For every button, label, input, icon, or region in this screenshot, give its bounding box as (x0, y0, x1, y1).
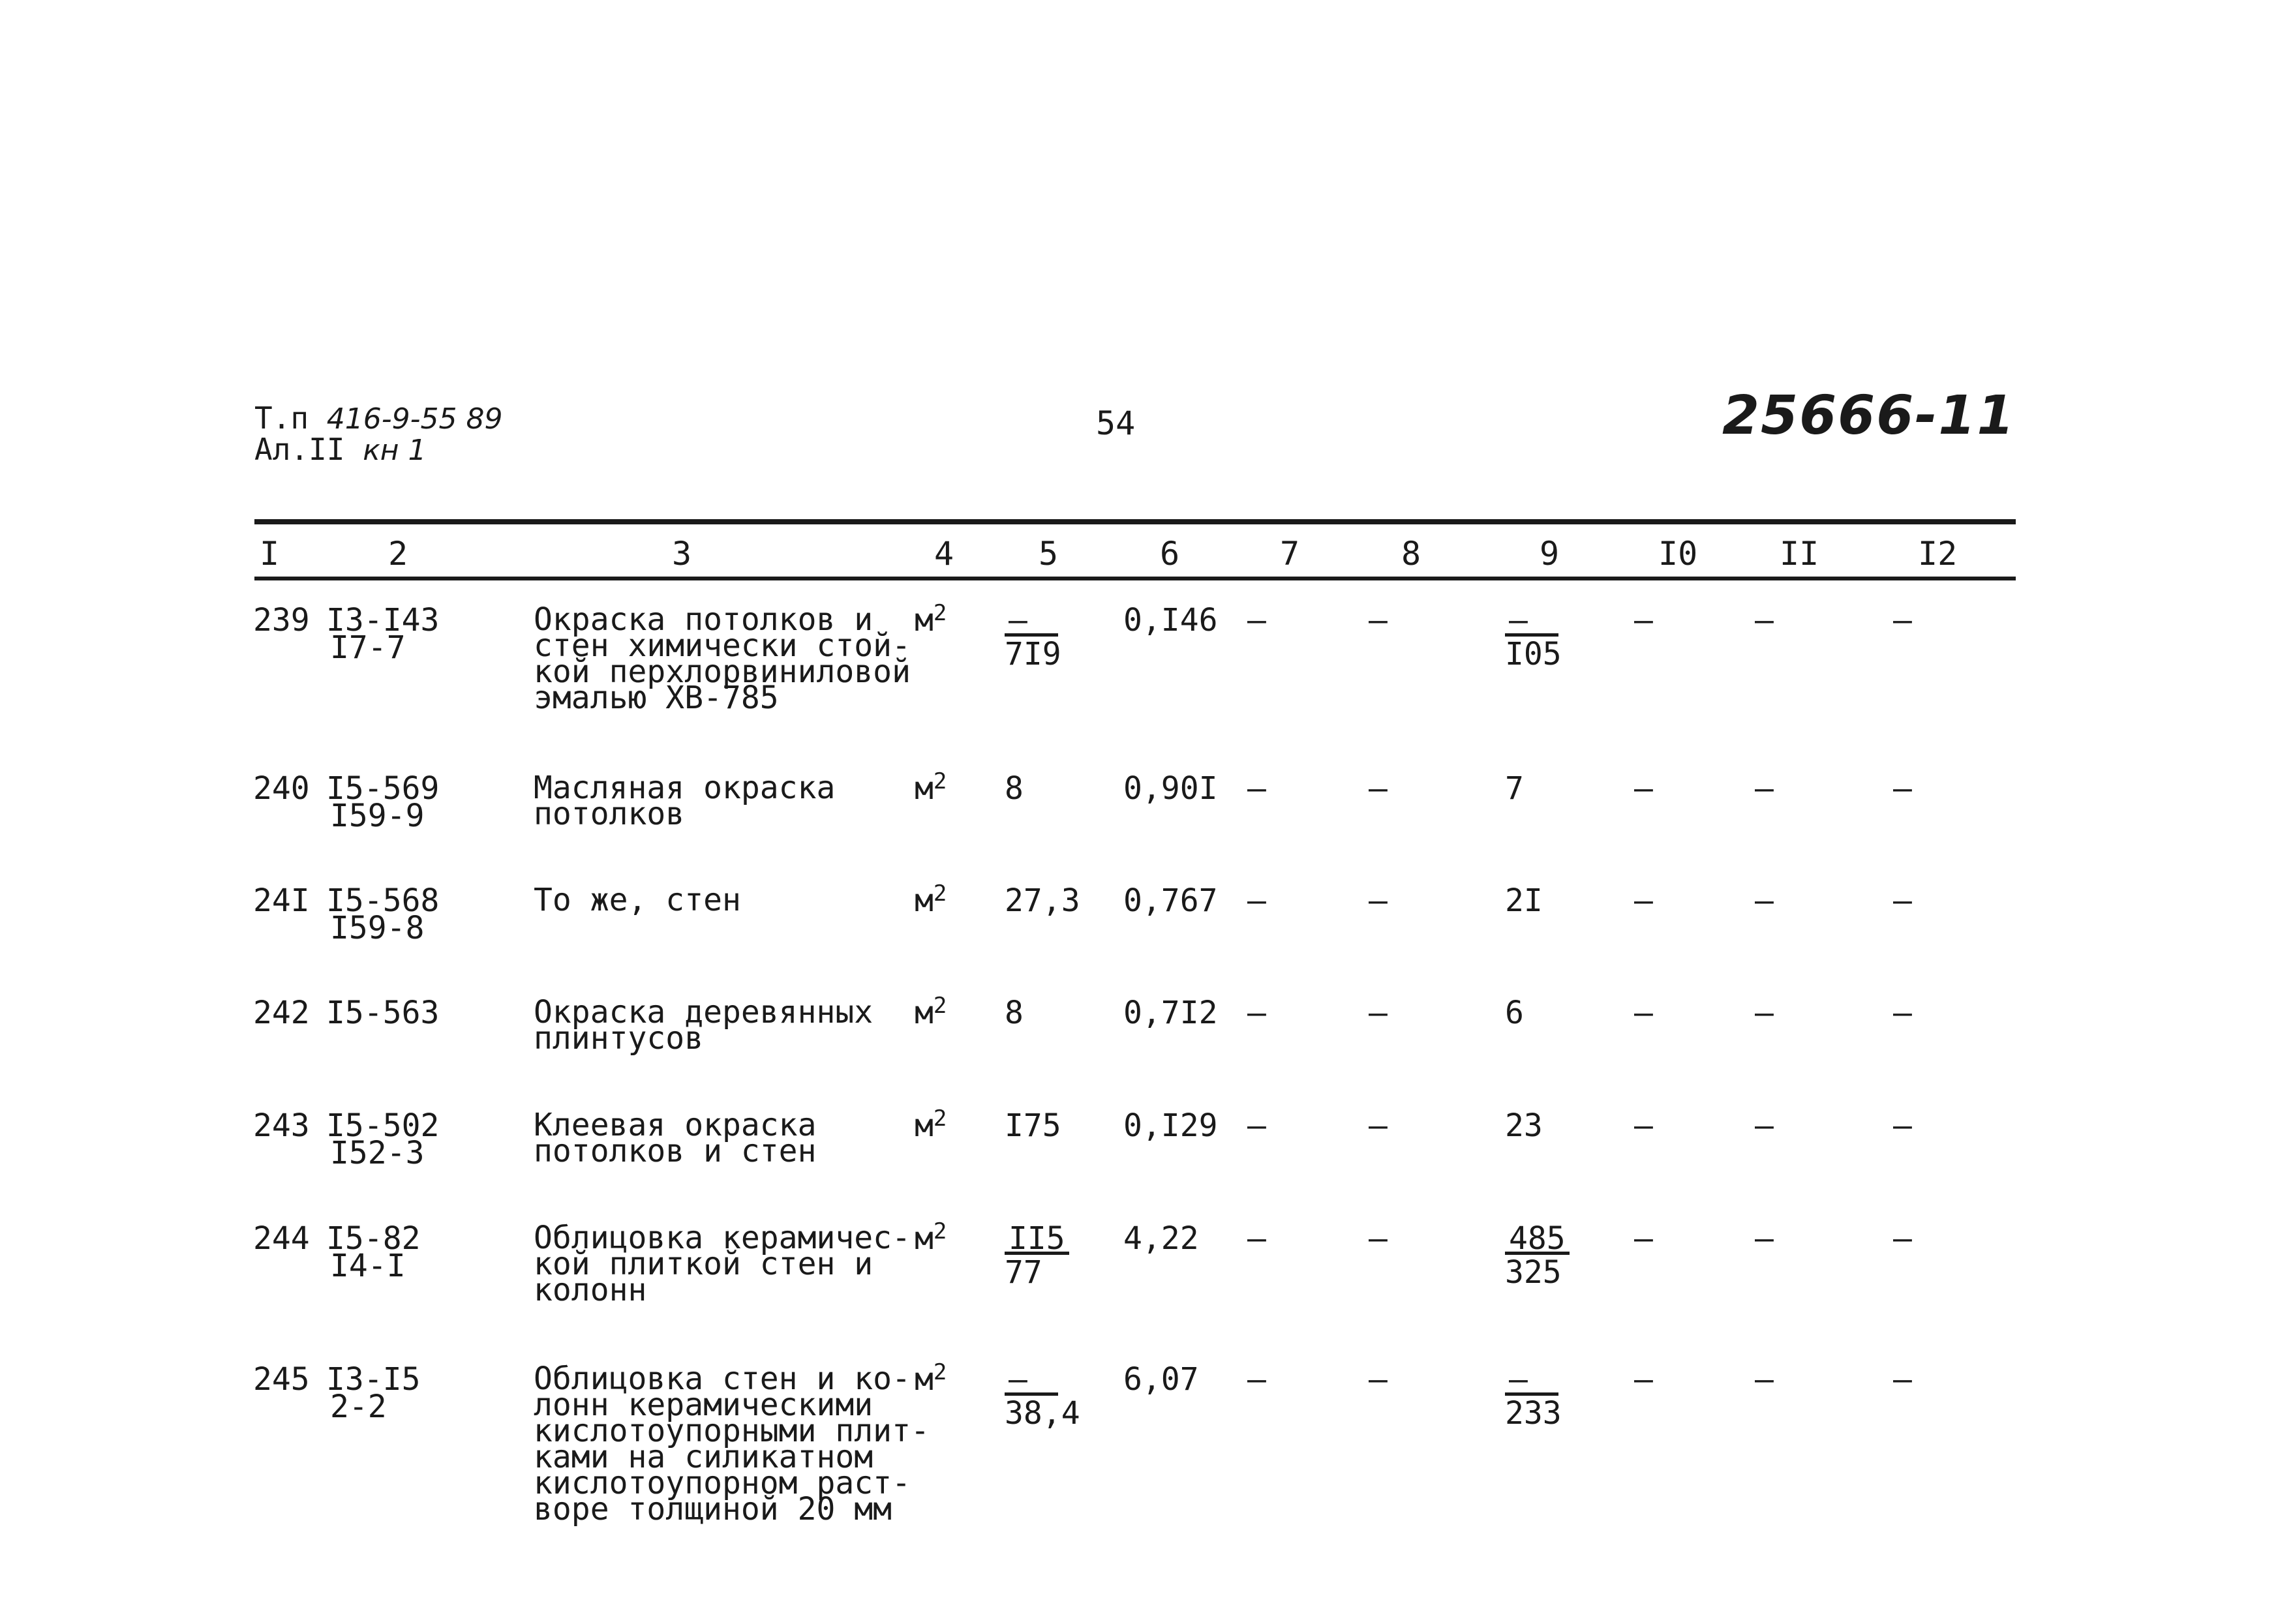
c9-numerator: – (1505, 607, 1558, 637)
c9-denominator: 233 (1505, 1395, 1562, 1432)
work-description-line: эмалью ХВ-785 (534, 680, 779, 716)
c12-cell: – (1893, 1361, 1912, 1398)
unit-base: м (915, 995, 934, 1031)
work-description-line: Окраска потолков и (534, 601, 873, 638)
unit-cell (915, 993, 947, 1031)
c5-fraction-cell (1005, 602, 1061, 672)
row-number: 239 (253, 602, 310, 639)
c12-cell: – (1893, 995, 1912, 1031)
work-description-line: колонн (534, 1272, 647, 1308)
c8-cell: – (1369, 882, 1388, 919)
unit-base: м (915, 770, 934, 807)
c5-numerator: II5 (1005, 1226, 1069, 1255)
c10-cell: – (1634, 1107, 1653, 1144)
work-description-line: плинтусов (534, 1020, 704, 1057)
norm-code (326, 602, 440, 666)
c6-cell: 0,I46 (1123, 602, 1218, 639)
c11-cell: – (1755, 770, 1774, 807)
c8-cell: – (1369, 1220, 1388, 1257)
c8-cell: – (1369, 770, 1388, 807)
column-header: I2 (1918, 535, 1958, 573)
unit-exponent: 2 (933, 993, 947, 1019)
reference-prefix: Т.п (254, 400, 309, 436)
work-description-line: То же, стен (534, 882, 741, 918)
page-number: 54 (1096, 404, 1136, 442)
table-top-rule (254, 519, 2016, 524)
c10-cell: – (1634, 1361, 1653, 1398)
column-header: 7 (1280, 535, 1300, 573)
c5-cell: 27,3 (1005, 882, 1080, 919)
row-number: 240 (253, 770, 310, 807)
c5-cell: I75 (1005, 1107, 1061, 1144)
work-description-line: Клеевая окраска (534, 1107, 817, 1143)
c12-cell: – (1893, 770, 1912, 807)
work-description (534, 882, 741, 918)
c11-cell: – (1755, 882, 1774, 919)
unit-exponent: 2 (933, 600, 947, 626)
work-description-line: ками на силикатном (534, 1439, 873, 1475)
work-description-line: Окраска деревянных (534, 994, 873, 1030)
c9-cell: 2I (1505, 882, 1543, 919)
unit-exponent: 2 (933, 1105, 947, 1132)
work-description-line: Облицовка керамичес- (534, 1220, 911, 1256)
document-reference (254, 400, 503, 467)
c7-cell: – (1247, 1361, 1266, 1398)
norm-code-line-2: 2-2 (330, 1389, 387, 1425)
c5-cell: 8 (1005, 995, 1024, 1031)
c5-denominator: 77 (1005, 1254, 1042, 1291)
work-description-line: Облицовка стен и ко- (534, 1361, 911, 1397)
norm-code-line-1: I5-502 (326, 1107, 440, 1144)
c5-numerator: – (1005, 1366, 1058, 1396)
column-header: 4 (934, 535, 954, 573)
norm-code-line-1: I5-563 (326, 995, 440, 1031)
column-header: 3 (672, 535, 692, 573)
c12-cell: – (1893, 1107, 1912, 1144)
c9-denominator: 325 (1505, 1254, 1562, 1291)
reference-line-2 (254, 434, 503, 466)
work-description (534, 1361, 930, 1527)
norm-code (326, 1220, 421, 1284)
column-header: I (260, 535, 280, 573)
column-header: 5 (1039, 535, 1059, 573)
unit-exponent: 2 (933, 1218, 947, 1244)
norm-code (326, 1107, 440, 1171)
row-number: 245 (253, 1361, 310, 1398)
work-description-line: Масляная окраска (534, 770, 836, 806)
c8-cell: – (1369, 1361, 1388, 1398)
c9-fraction-cell (1505, 1361, 1562, 1432)
norm-code (326, 995, 440, 1031)
unit-cell (915, 1359, 947, 1398)
column-header: 9 (1540, 535, 1560, 573)
norm-code-line-2: I59-8 (330, 910, 425, 946)
unit-exponent: 2 (933, 1359, 947, 1385)
norm-code-line-2: I4-I (330, 1248, 406, 1284)
column-header: I0 (1658, 535, 1698, 573)
c6-cell: 6,07 (1123, 1361, 1199, 1398)
c6-cell: 0,I29 (1123, 1107, 1218, 1144)
work-description-line: воре толщиной 20 мм (534, 1491, 892, 1527)
c9-cell: 23 (1505, 1107, 1543, 1144)
c9-cell: 6 (1505, 995, 1524, 1031)
c10-cell: – (1634, 1220, 1653, 1257)
unit-exponent: 2 (933, 880, 947, 907)
work-description-line: стен химически стой- (534, 627, 911, 664)
unit-base: м (915, 1107, 934, 1144)
column-header: 6 (1160, 535, 1180, 573)
c12-cell: – (1893, 1220, 1912, 1257)
norm-code-line-1: I5-569 (326, 770, 440, 807)
c5-denominator: 7I9 (1005, 636, 1061, 672)
c10-cell: – (1634, 995, 1653, 1031)
work-description (534, 1220, 911, 1308)
work-description-line: кой перхлорвиниловой (534, 654, 911, 690)
work-description-line: лонн керамическими (534, 1387, 873, 1423)
c7-cell: – (1247, 1107, 1266, 1144)
unit-base: м (915, 1220, 934, 1257)
work-description-line: кислотоупорными плит- (534, 1413, 930, 1449)
norm-code-line-1: I5-568 (326, 882, 440, 919)
column-header: II (1780, 535, 1819, 573)
c9-cell: 7 (1505, 770, 1524, 807)
c5-cell: 8 (1005, 770, 1024, 807)
c6-cell: 0,90I (1123, 770, 1218, 807)
norm-code-line-2: I59-9 (330, 798, 425, 834)
document-number: 25666-11 (1722, 385, 2016, 447)
album-handwritten: кн 1 (363, 434, 427, 467)
work-description (534, 770, 836, 832)
c11-cell: – (1755, 1361, 1774, 1398)
unit-base: м (915, 882, 934, 919)
c10-cell: – (1634, 882, 1653, 919)
reference-line-1 (254, 400, 503, 436)
c11-cell: – (1755, 995, 1774, 1031)
work-description-line: потолков и стен (534, 1133, 817, 1169)
norm-code-line-1: I3-I5 (326, 1361, 421, 1398)
c9-fraction-cell (1505, 1220, 1570, 1291)
row-number: 24I (253, 882, 310, 919)
c12-cell: – (1893, 882, 1912, 919)
norm-code (326, 882, 440, 946)
reference-handwritten: 416-9-55 89 (326, 402, 503, 436)
row-number: 243 (253, 1107, 310, 1144)
c8-cell: – (1369, 995, 1388, 1031)
c9-numerator: – (1505, 1366, 1558, 1396)
row-number: 242 (253, 995, 310, 1031)
unit-exponent: 2 (933, 768, 947, 794)
c5-denominator: 38,4 (1005, 1395, 1080, 1432)
work-description-line: потолков (534, 796, 685, 832)
c6-cell: 0,7I2 (1123, 995, 1218, 1031)
unit-cell (915, 1105, 947, 1144)
row-number: 244 (253, 1220, 310, 1257)
c11-cell: – (1755, 1107, 1774, 1144)
c6-cell: 4,22 (1123, 1220, 1199, 1257)
table-header-rule (254, 577, 2016, 580)
c7-cell: – (1247, 770, 1266, 807)
c11-cell: – (1755, 602, 1774, 639)
c5-numerator: – (1005, 607, 1058, 637)
c11-cell: – (1755, 1220, 1774, 1257)
c8-cell: – (1369, 1107, 1388, 1144)
c9-fraction-cell (1505, 602, 1562, 672)
norm-code (326, 1361, 421, 1425)
unit-base: м (915, 1361, 934, 1398)
c8-cell: – (1369, 602, 1388, 639)
c9-denominator: I05 (1505, 636, 1562, 672)
work-description (534, 1107, 817, 1169)
unit-cell (915, 768, 947, 807)
c10-cell: – (1634, 770, 1653, 807)
norm-code-line-2: I7-7 (330, 629, 406, 666)
album-prefix: Ал.II (254, 432, 345, 467)
norm-code-line-1: I5-82 (326, 1220, 421, 1257)
work-description-line: кислотоупорном раст- (534, 1465, 911, 1501)
column-header: 8 (1401, 535, 1421, 573)
unit-cell (915, 880, 947, 919)
c12-cell: – (1893, 602, 1912, 639)
work-description (534, 601, 911, 716)
unit-base: м (915, 602, 934, 639)
work-description-line: кой плиткой стен и (534, 1246, 873, 1282)
norm-code-line-2: I52-3 (330, 1135, 425, 1171)
c7-cell: – (1247, 882, 1266, 919)
c5-fraction-cell (1005, 1361, 1080, 1432)
unit-cell (915, 1218, 947, 1257)
c5-fraction-cell (1005, 1220, 1069, 1291)
c7-cell: – (1247, 1220, 1266, 1257)
c7-cell: – (1247, 995, 1266, 1031)
c9-numerator: 485 (1505, 1226, 1570, 1255)
column-header: 2 (388, 535, 408, 573)
work-description (534, 994, 873, 1057)
c10-cell: – (1634, 602, 1653, 639)
norm-code (326, 770, 440, 834)
c6-cell: 0,767 (1123, 882, 1218, 919)
c7-cell: – (1247, 602, 1266, 639)
unit-cell (915, 600, 947, 639)
norm-code-line-1: I3-I43 (326, 602, 440, 639)
